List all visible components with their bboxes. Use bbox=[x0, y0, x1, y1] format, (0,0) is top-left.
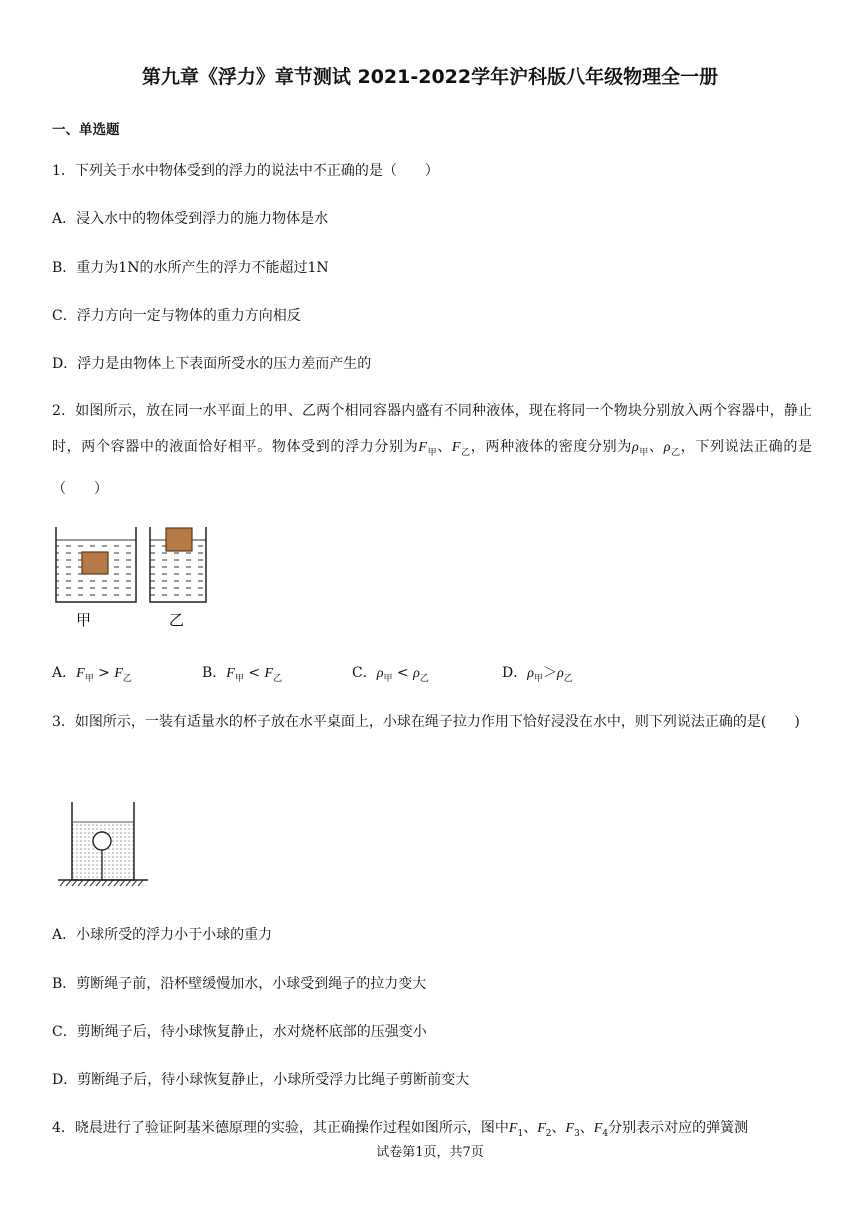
q3-option-a: A．小球所受的浮力小于小球的重力 bbox=[52, 927, 273, 943]
container-jia bbox=[56, 527, 136, 602]
table-surface bbox=[58, 880, 148, 886]
page-title: 第九章《浮力》章节测试 2021-2022学年沪科版八年级物理全一册 bbox=[141, 66, 719, 88]
q1-option-c: C．浮力方向一定与物体的重力方向相反 bbox=[52, 308, 301, 324]
q2-option-c: C．$\rho_甲 < \rho_乙$ bbox=[352, 665, 429, 684]
fig-label-yi: 乙 bbox=[169, 611, 185, 629]
q3-option-c: C．剪断绳子后，待小球恢复静止，水对烧杯底部的压强变小 bbox=[52, 1024, 427, 1040]
q1-option-a: A．浸入水中的物体受到浮力的施力物体是水 bbox=[52, 211, 329, 227]
q3-stem: 3．如图所示，一装有适量水的杯子放在水平桌面上，小球在绳子拉力作用下恰好浸没在水中，则下列说法正确的是( ) bbox=[52, 714, 800, 730]
q2-option-b: B．$F_甲 < F_乙$ bbox=[202, 665, 283, 684]
q1-stem: 1．下列关于水中物体受到的浮力的说法中不正确的是（ ） bbox=[52, 163, 439, 179]
fig-label-jia: 甲 bbox=[76, 611, 92, 629]
q1-option-b: B．重力为1N的水所产生的浮力不能超过1N bbox=[52, 260, 329, 276]
q2-option-a: A．$F_甲 > F_乙$ bbox=[52, 665, 132, 684]
container-yi bbox=[150, 527, 206, 602]
q3-option-d: D．剪断绳子后，待小球恢复静止，小球所受浮力比绳子剪断前变大 bbox=[52, 1072, 470, 1088]
q2-figure bbox=[52, 522, 222, 632]
q3-figure bbox=[56, 800, 156, 888]
q3-option-b: B．剪断绳子前，沿杯壁缓慢加水，小球受到绳子的拉力变大 bbox=[52, 976, 427, 992]
q4-stem: 4．晓晨进行了验证阿基米德原理的实验，其正确操作过程如图所示，图中$F_1$、$F_2$、$F_3$、$F_4$分别表示对应的弹簧测 bbox=[52, 1120, 749, 1139]
section-heading: 一、单选题 bbox=[52, 122, 120, 138]
q1-option-d: D．浮力是由物体上下表面所受水的压力差而产生的 bbox=[52, 356, 372, 372]
q2-stem: 2．如图所示，放在同一水平面上的甲、乙两个相同容器内盛有不同种液体，现在将同一个物块分别放入两个容器中，静止时，两个容器中的液面恰好相平。物体受到的浮力分别为$F_甲$、$F_乙$，两种液体的密度分别为$\rho_甲$、$\rho_乙$，下列说法正确的是（ ） bbox=[52, 403, 812, 497]
q2-option-d: D．$\rho_甲>\rho_乙$ bbox=[502, 665, 573, 684]
page-footer: 试卷第1页，共7页 bbox=[376, 1145, 484, 1160]
ball bbox=[93, 832, 111, 850]
